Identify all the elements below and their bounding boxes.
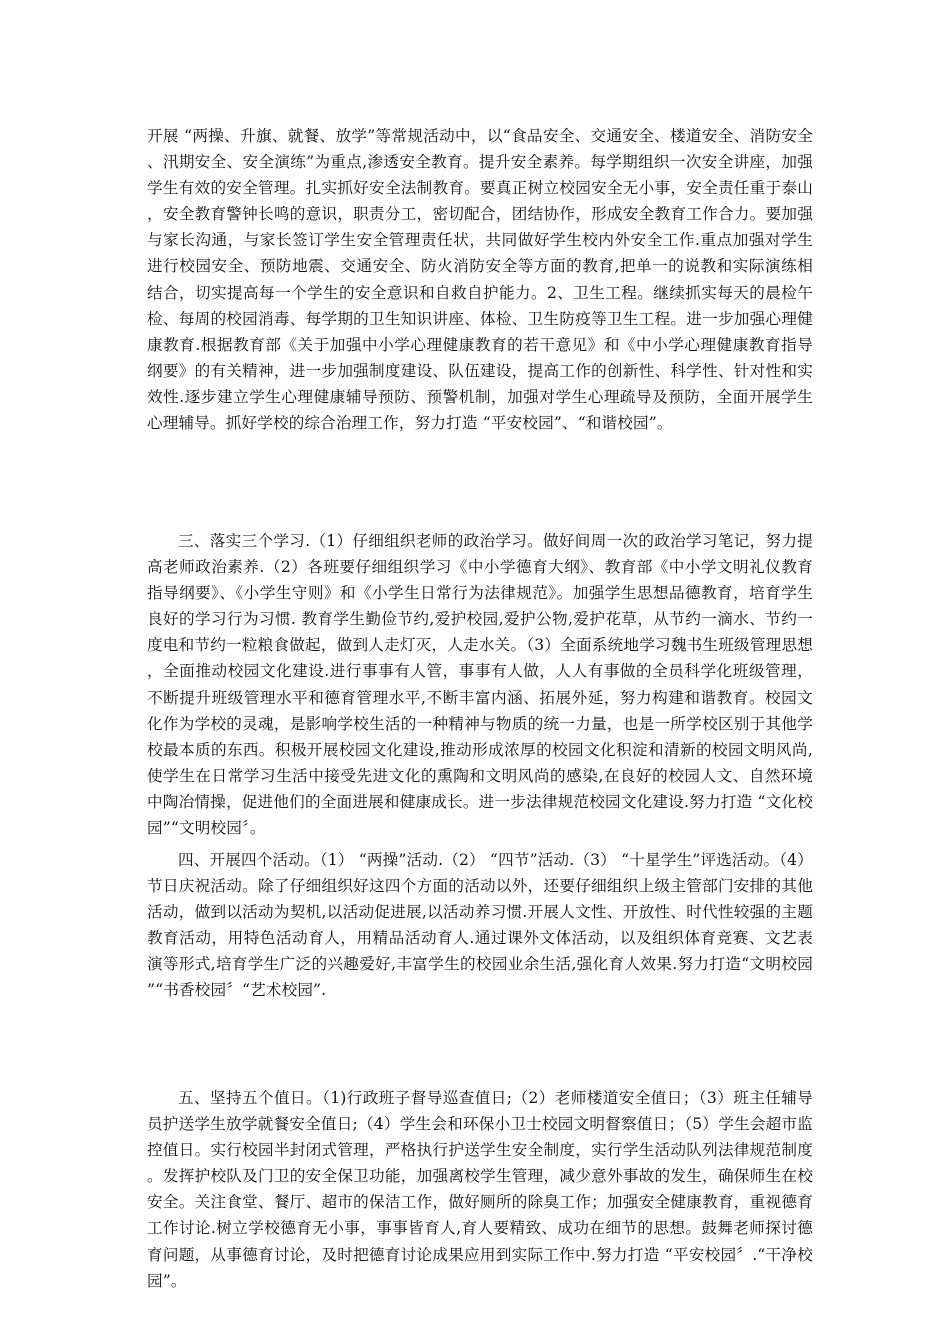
paragraph-four-activities: 四、开展四个活动。（1） “两操”活动.（2） “四节”活动.（3） “十星学生”评选活动。（4）节日庆祝活动。除了仔细组织好这四个方面的活动以外，还要仔细组织上级主管部门安排的其他活动，做到以活动为契机,以活动促进展,以活动养习惯.开展人文性、开放性、时代性较强的主题教育活动，用特色活动育人，用精品活动育人.通过课外文体活动，以及组织体育竞赛、文艺表演等形式,培育学生广泛的兴趣爱好,丰富学生的校园业余生活,强化育人效果.努力打造“文明校园”“书香校园〞“艺术校园”. (147, 851, 813, 1000)
paragraph-safety-hygiene: 开展 “两操、升旗、就餐、放学”等常规活动中，以“食品安全、交通安全、楼道安全、消防安全、汛期安全、安全演练”为重点,渗透安全教育。提升安全素养。每学期组织一次安全讲座，加强学生有效的安全管理。扎实抓好安全法制教育。要真正树立校园安全无小事，安全责任重于泰山，安全教育警钟长鸣的意识，职责分工，密切配合，团结协作，形成安全教育工作合力。要加强与家长沟通，与家长签订学生安全管理责任状，共同做好学生校内外安全工作.重点加强对学生进行校园安全、预防地震、交通安全、防火消防安全等方面的教育,把单一的说教和实际演练相结合，切实提高每一个学生的安全意识和自救自护能力。2、卫生工程。继续抓实每天的晨检午检、每周的校园消毒、每学期的卫生知识讲座、体检、卫生防疫等卫生工程。进一步加强心理健康教育.根据教育部《关于加强中小学心理健康教育的若干意见》和《中小学心理健康教育指导纲要》的有关精神，进一步加强制度建设、队伍建设，提高工作的创新性、科学性、针对性和实效性.逐步建立学生心理健康辅导预防、预警机制，加强对学生心理疏导及预防，全面开展学生心理辅导。抓好学校的综合治理工作，努力打造 “平安校园”、“和谐校园”。 (147, 127, 813, 433)
paragraph-three-studies: 三、落实三个学习.（1）仔细组织老师的政治学习。做好间周一次的政治学习笔记，努力提高老师政治素养.（2）各班要仔细组织学习《中小学德育大纲》、教育部《中小学文明礼仪教育指导纲要》、《小学生守则》和《小学生日常行为法律规范》。加强学生思想品德教育，培育学生良好的学习行为习惯. 教育学生勤俭节约,爱护校园,爱护公物,爱护花草，从节约一滴水、节约一度电和节约一粒粮食做起，做到人走灯灭，人走水关。（3）全面系统地学习魏书生班级管理思想，全面推动校园文化建设.进行事事有人管，事事有人做，人人有事做的全员科学化班级管理，不断提升班级管理水平和德育管理水平,不断丰富内涵、拓展外延，努力构建和谐教育。校园文化作为学校的灵魂，是影响学校生活的一种精神与物质的统一力量，也是一所学校区别于其他学校最本质的东西。积极开展校园文化建设,推动形成浓厚的校园文化积淀和清新的校园文明风尚,使学生在日常学习生活中接受先进文化的熏陶和文明风尚的感染,在良好的校园人文、自然环境中陶冶情操，促进他们的全面进展和健康成长。进一步法律规范校园文化建设.努力打造 “文化校园”“文明校园〞。 (147, 532, 813, 838)
paragraph-five-duties: 五、坚持五个值日。（1)行政班子督导巡查值日;（2）老师楼道安全值日；（3）班主任辅导员护送学生放学就餐安全值日;（4）学生会和环保小卫士校园文明督察值日；（5）学生会超市监控值日。实行校园半封闭式管理，严格执行护送学生安全制度，实行学生活动队列法律规范制度。发挥护校队及门卫的安全保卫功能，加强离校学生管理，减少意外事故的发生，确保师生在校安全。关注食堂、餐厅、超市的保洁工作，做好厕所的除臭工作；加强安全健康教育，重视德育工作讨论.树立学校德育无小事，事事皆育人,育人要精致、成功在细节的思想。鼓舞老师探讨德育问题，从事德育讨论，及时把德育讨论成果应用到实际工作中.努力打造 “平安校园〞.“干净校园”。 (147, 1089, 813, 1290)
